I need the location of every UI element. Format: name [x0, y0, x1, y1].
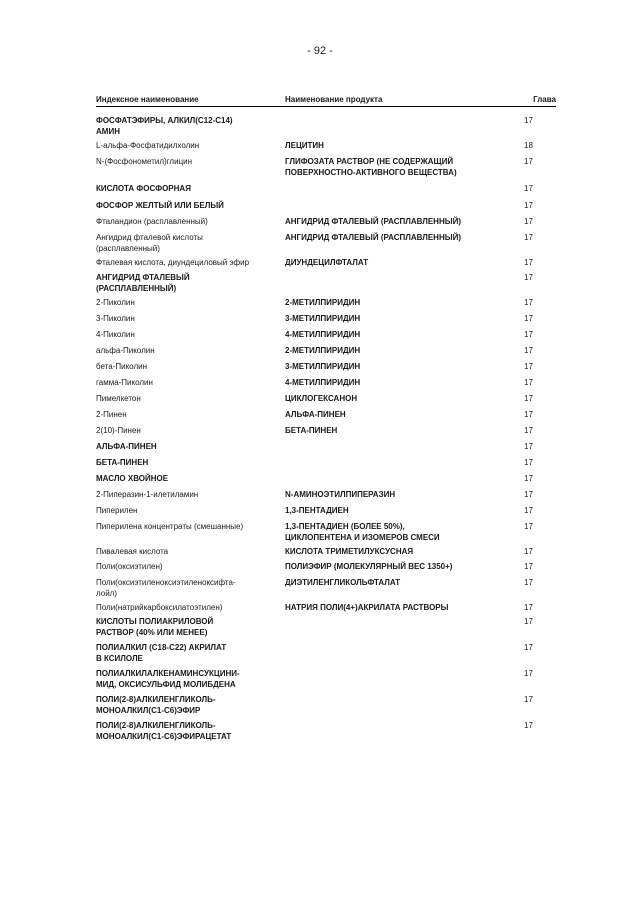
product-name-line: 1,3-ПЕНТАДИЕН (БОЛЕЕ 50%),: [285, 522, 405, 531]
index-name-cell: [96, 473, 285, 484]
product-name-line: 2-МЕТИЛПИРИДИН: [285, 346, 361, 355]
chapter-cell: 17: [524, 490, 533, 499]
table-row: [96, 409, 556, 420]
product-name-line: НАТРИЯ ПОЛИ(4+)АКРИЛАТА РАСТВОРЫ: [285, 603, 449, 612]
table-row: [96, 505, 556, 516]
table-row: [96, 140, 556, 151]
product-name-cell: [285, 313, 509, 324]
table-row: [96, 720, 556, 742]
index-name-line: 2(10)-Пинен: [96, 426, 141, 435]
product-name-line: ГЛИФОЗАТА РАСТВОР (НЕ СОДЕРЖАЩИЙ: [285, 157, 454, 166]
index-name-line: В КСИЛОЛЕ: [96, 654, 143, 663]
table-row: [96, 694, 556, 716]
product-name-line: 3-МЕТИЛПИРИДИН: [285, 362, 361, 371]
index-name-cell: [96, 425, 285, 436]
product-name-line: 1,3-ПЕНТАДИЕН: [285, 506, 349, 515]
index-name-line: (РАСПЛАВЛЕННЫЙ): [96, 284, 177, 293]
header-index-name: Индексное наименование: [96, 95, 199, 104]
index-name-line: МОНОАЛКИЛ(С1-С6)ЭФИР: [96, 706, 201, 715]
product-name-cell: [285, 183, 509, 194]
chapter-cell: 17: [524, 201, 533, 210]
index-name-cell: [96, 183, 285, 194]
index-name-cell: [96, 720, 285, 742]
chapter-cell: 17: [524, 669, 533, 678]
index-name-line: гамма-Пиколин: [96, 378, 153, 387]
table-row: [96, 377, 556, 388]
table-row: [96, 313, 556, 324]
chapter-cell: 17: [524, 506, 533, 515]
product-name-cell: [285, 425, 509, 436]
index-name-cell: [96, 115, 285, 137]
table-row: [96, 561, 556, 572]
product-name-line: АЛЬФА-ПИНЕН: [285, 410, 346, 419]
index-name-line: Поли(оксиэтиленоксиэтиленоксифта-: [96, 578, 236, 587]
index-name-line: МОНОАЛКИЛ(С1-С6)ЭФИРАЦЕТАТ: [96, 732, 232, 741]
product-name-cell: [285, 140, 509, 151]
index-name-cell: [96, 200, 285, 211]
table-row: [96, 602, 556, 613]
table-row: [96, 425, 556, 436]
product-name-cell: [285, 694, 509, 716]
product-name-line: 2-МЕТИЛПИРИДИН: [285, 298, 361, 307]
table-body: [96, 115, 556, 742]
index-name-cell: [96, 694, 285, 716]
index-name-cell: [96, 521, 285, 543]
index-name-cell: [96, 489, 285, 500]
product-name-cell: [285, 489, 509, 500]
chapter-cell: 17: [524, 184, 533, 193]
index-name-cell: [96, 156, 285, 178]
index-name-cell: [96, 361, 285, 372]
table-row: [96, 577, 556, 599]
table-row: [96, 183, 556, 194]
table-row: [96, 232, 556, 254]
index-name-line: 2-Пинен: [96, 410, 127, 419]
index-name-line: 2-Пиколин: [96, 298, 135, 307]
chapter-cell: 17: [524, 721, 533, 730]
table-row: [96, 345, 556, 356]
index-name-cell: [96, 668, 285, 690]
header-chapter: Глава: [533, 95, 556, 104]
index-name-line: лойл): [96, 589, 118, 598]
index-name-line: АЛЬФА-ПИНЕН: [96, 442, 157, 451]
chapter-cell: 17: [524, 617, 533, 626]
product-name-cell: [285, 668, 509, 690]
index-name-cell: [96, 140, 285, 151]
chapter-cell: 17: [524, 273, 533, 282]
chapter-cell: 17: [524, 603, 533, 612]
chapter-cell: 17: [524, 378, 533, 387]
product-name-cell: [285, 200, 509, 211]
product-name-cell: [285, 577, 509, 599]
product-name-cell: [285, 521, 509, 543]
chapter-cell: 17: [524, 474, 533, 483]
index-name-line: Фталевая кислота, диундециловый эфир: [96, 258, 250, 267]
index-name-cell: [96, 329, 285, 340]
index-name-line: Поли(натрийкарбоксилатоэтилен): [96, 603, 223, 612]
index-name-cell: [96, 297, 285, 308]
index-name-line: ФОСФОР ЖЕЛТЫЙ ИЛИ БЕЛЫЙ: [96, 201, 224, 210]
index-name-line: КИСЛОТА ФОСФОРНАЯ: [96, 184, 191, 193]
product-name-cell: [285, 272, 509, 294]
product-name-cell: [285, 232, 509, 254]
index-name-line: ПОЛИ(2-8)АЛКИЛЕНГЛИКОЛЬ-: [96, 695, 216, 704]
product-name-cell: [285, 441, 509, 452]
product-name-cell: [285, 393, 509, 404]
table-row: [96, 329, 556, 340]
chapter-cell: 17: [524, 346, 533, 355]
index-name-cell: [96, 272, 285, 294]
product-name-line: ДИЭТИЛЕНГЛИКОЛЬФТАЛАТ: [285, 578, 401, 587]
product-name-line: ДИУНДЕЦИЛФТАЛАТ: [285, 258, 369, 267]
chapter-cell: 17: [524, 157, 533, 166]
product-name-line: 3-МЕТИЛПИРИДИН: [285, 314, 361, 323]
index-name-cell: [96, 409, 285, 420]
product-name-cell: [285, 720, 509, 742]
product-name-line: ПОВЕРХНОСТНО-АКТИВНОГО ВЕЩЕСТВА): [285, 168, 457, 177]
chapter-cell: 17: [524, 116, 533, 125]
index-name-line: КИСЛОТЫ ПОЛИАКРИЛОВОЙ: [96, 617, 214, 626]
product-name-cell: [285, 361, 509, 372]
index-name-line: Фталандион (расплавленный): [96, 217, 208, 226]
table-row: [96, 115, 556, 137]
table-row: [96, 200, 556, 211]
table-row: [96, 216, 556, 227]
index-name-cell: [96, 642, 285, 664]
product-name-cell: [285, 297, 509, 308]
index-name-line: МИД, ОКСИСУЛЬФИД МОЛИБДЕНА: [96, 680, 236, 689]
table-row: [96, 457, 556, 468]
table-row: [96, 473, 556, 484]
product-name-cell: [285, 561, 509, 572]
index-name-cell: [96, 546, 285, 557]
index-name-line: Пиперилена концентраты (смешанные): [96, 522, 244, 531]
index-name-line: 3-Пиколин: [96, 314, 135, 323]
table-header: [96, 94, 556, 107]
index-name-line: РАСТВОР (40% ИЛИ МЕНЕЕ): [96, 628, 208, 637]
chapter-cell: 17: [524, 695, 533, 704]
chapter-cell: 17: [524, 410, 533, 419]
product-name-cell: [285, 409, 509, 420]
product-name-cell: [285, 602, 509, 613]
index-name-cell: [96, 377, 285, 388]
table-row: [96, 257, 556, 268]
index-name-cell: [96, 232, 285, 254]
product-name-cell: [285, 345, 509, 356]
index-name-line: (расплавленный): [96, 244, 160, 253]
index-name-line: ПОЛИАЛКИЛАЛКЕНАМИНСУКЦИНИ-: [96, 669, 240, 678]
index-name-line: 2-Пиперазин-1-илетиламин: [96, 490, 199, 499]
table-row: [96, 393, 556, 404]
product-name-cell: [285, 257, 509, 268]
chapter-cell: 17: [524, 394, 533, 403]
table-row: [96, 489, 556, 500]
index-name-line: АМИН: [96, 127, 120, 136]
index-name-cell: [96, 577, 285, 599]
product-name-cell: [285, 616, 509, 638]
index-table: [96, 94, 556, 746]
chapter-cell: 18: [524, 141, 533, 150]
index-name-line: АНГИДРИД ФТАЛЕВЫЙ: [96, 273, 190, 282]
chapter-cell: 17: [524, 522, 533, 531]
product-name-line: ЦИКЛОПЕНТЕНА И ИЗОМЕРОВ СМЕСИ: [285, 533, 440, 542]
index-name-line: Ангидрид фталевой кислоты: [96, 233, 203, 242]
index-name-line: Поли(оксиэтилен): [96, 562, 163, 571]
product-name-cell: [285, 457, 509, 468]
index-name-line: Пиперилен: [96, 506, 138, 515]
index-name-line: бета-Пиколин: [96, 362, 147, 371]
chapter-cell: 17: [524, 442, 533, 451]
index-name-line: Пивалевая кислота: [96, 547, 169, 556]
product-name-cell: [285, 546, 509, 557]
product-name-cell: [285, 473, 509, 484]
product-name-cell: [285, 156, 509, 178]
chapter-cell: 17: [524, 217, 533, 226]
table-row: [96, 616, 556, 638]
index-name-cell: [96, 561, 285, 572]
index-name-cell: [96, 257, 285, 268]
product-name-cell: [285, 115, 509, 137]
chapter-cell: 17: [524, 643, 533, 652]
index-name-cell: [96, 345, 285, 356]
product-name-cell: [285, 642, 509, 664]
index-name-cell: [96, 505, 285, 516]
table-row: [96, 297, 556, 308]
chapter-cell: 17: [524, 426, 533, 435]
index-name-line: ПОЛИАЛКИЛ (С18-С22) АКРИЛАТ: [96, 643, 227, 652]
product-name-line: АНГИДРИД ФТАЛЕВЫЙ (РАСПЛАВЛЕННЫЙ): [285, 233, 461, 242]
chapter-cell: 17: [524, 330, 533, 339]
product-name-line: БЕТА-ПИНЕН: [285, 426, 338, 435]
product-name-line: 4-МЕТИЛПИРИДИН: [285, 330, 361, 339]
index-name-line: МАСЛО ХВОЙНОЕ: [96, 474, 169, 483]
chapter-cell: 17: [524, 314, 533, 323]
page-number: - 92 -: [307, 45, 333, 57]
product-name-cell: [285, 329, 509, 340]
index-name-cell: [96, 441, 285, 452]
header-product-name: Наименование продукта: [285, 95, 383, 104]
index-name-line: Пимелкетон: [96, 394, 141, 403]
table-row: [96, 441, 556, 452]
chapter-cell: 17: [524, 233, 533, 242]
index-name-line: ПОЛИ(2-8)АЛКИЛЕНГЛИКОЛЬ-: [96, 721, 216, 730]
chapter-cell: 17: [524, 547, 533, 556]
index-name-cell: [96, 216, 285, 227]
product-name-cell: [285, 377, 509, 388]
chapter-cell: 17: [524, 578, 533, 587]
chapter-cell: 17: [524, 298, 533, 307]
table-row: [96, 546, 556, 557]
index-name-cell: [96, 602, 285, 613]
index-name-line: N-(Фосфонометил)глицин: [96, 157, 193, 166]
table-row: [96, 156, 556, 178]
table-row: [96, 361, 556, 372]
table-row: [96, 642, 556, 664]
product-name-line: АНГИДРИД ФТАЛЕВЫЙ (РАСПЛАВЛЕННЫЙ): [285, 217, 461, 226]
index-name-cell: [96, 457, 285, 468]
index-name-line: ФОСФАТЭФИРЫ, АЛКИЛ(С12-С14): [96, 116, 233, 125]
product-name-line: 4-МЕТИЛПИРИДИН: [285, 378, 361, 387]
product-name-cell: [285, 216, 509, 227]
chapter-cell: 17: [524, 258, 533, 267]
index-name-cell: [96, 393, 285, 404]
product-name-line: N-АМИНОЭТИЛПИПЕРАЗИН: [285, 490, 396, 499]
product-name-line: ЛЕЦИТИН: [285, 141, 324, 150]
chapter-cell: 17: [524, 562, 533, 571]
product-name-line: ПОЛИЭФИР (МОЛЕКУЛЯРНЫЙ ВЕС 1350+): [285, 562, 453, 571]
product-name-line: КИСЛОТА ТРИМЕТИЛУКСУСНАЯ: [285, 547, 414, 556]
table-row: [96, 668, 556, 690]
chapter-cell: 17: [524, 362, 533, 371]
index-name-cell: [96, 616, 285, 638]
index-name-line: БЕТА-ПИНЕН: [96, 458, 149, 467]
index-name-line: L-альфа-Фосфатидилхолин: [96, 141, 200, 150]
product-name-cell: [285, 505, 509, 516]
table-row: [96, 272, 556, 294]
product-name-line: ЦИКЛОГЕКСАНОН: [285, 394, 358, 403]
table-row: [96, 521, 556, 543]
chapter-cell: 17: [524, 458, 533, 467]
index-name-line: альфа-Пиколин: [96, 346, 155, 355]
index-name-line: 4-Пиколин: [96, 330, 135, 339]
index-name-cell: [96, 313, 285, 324]
